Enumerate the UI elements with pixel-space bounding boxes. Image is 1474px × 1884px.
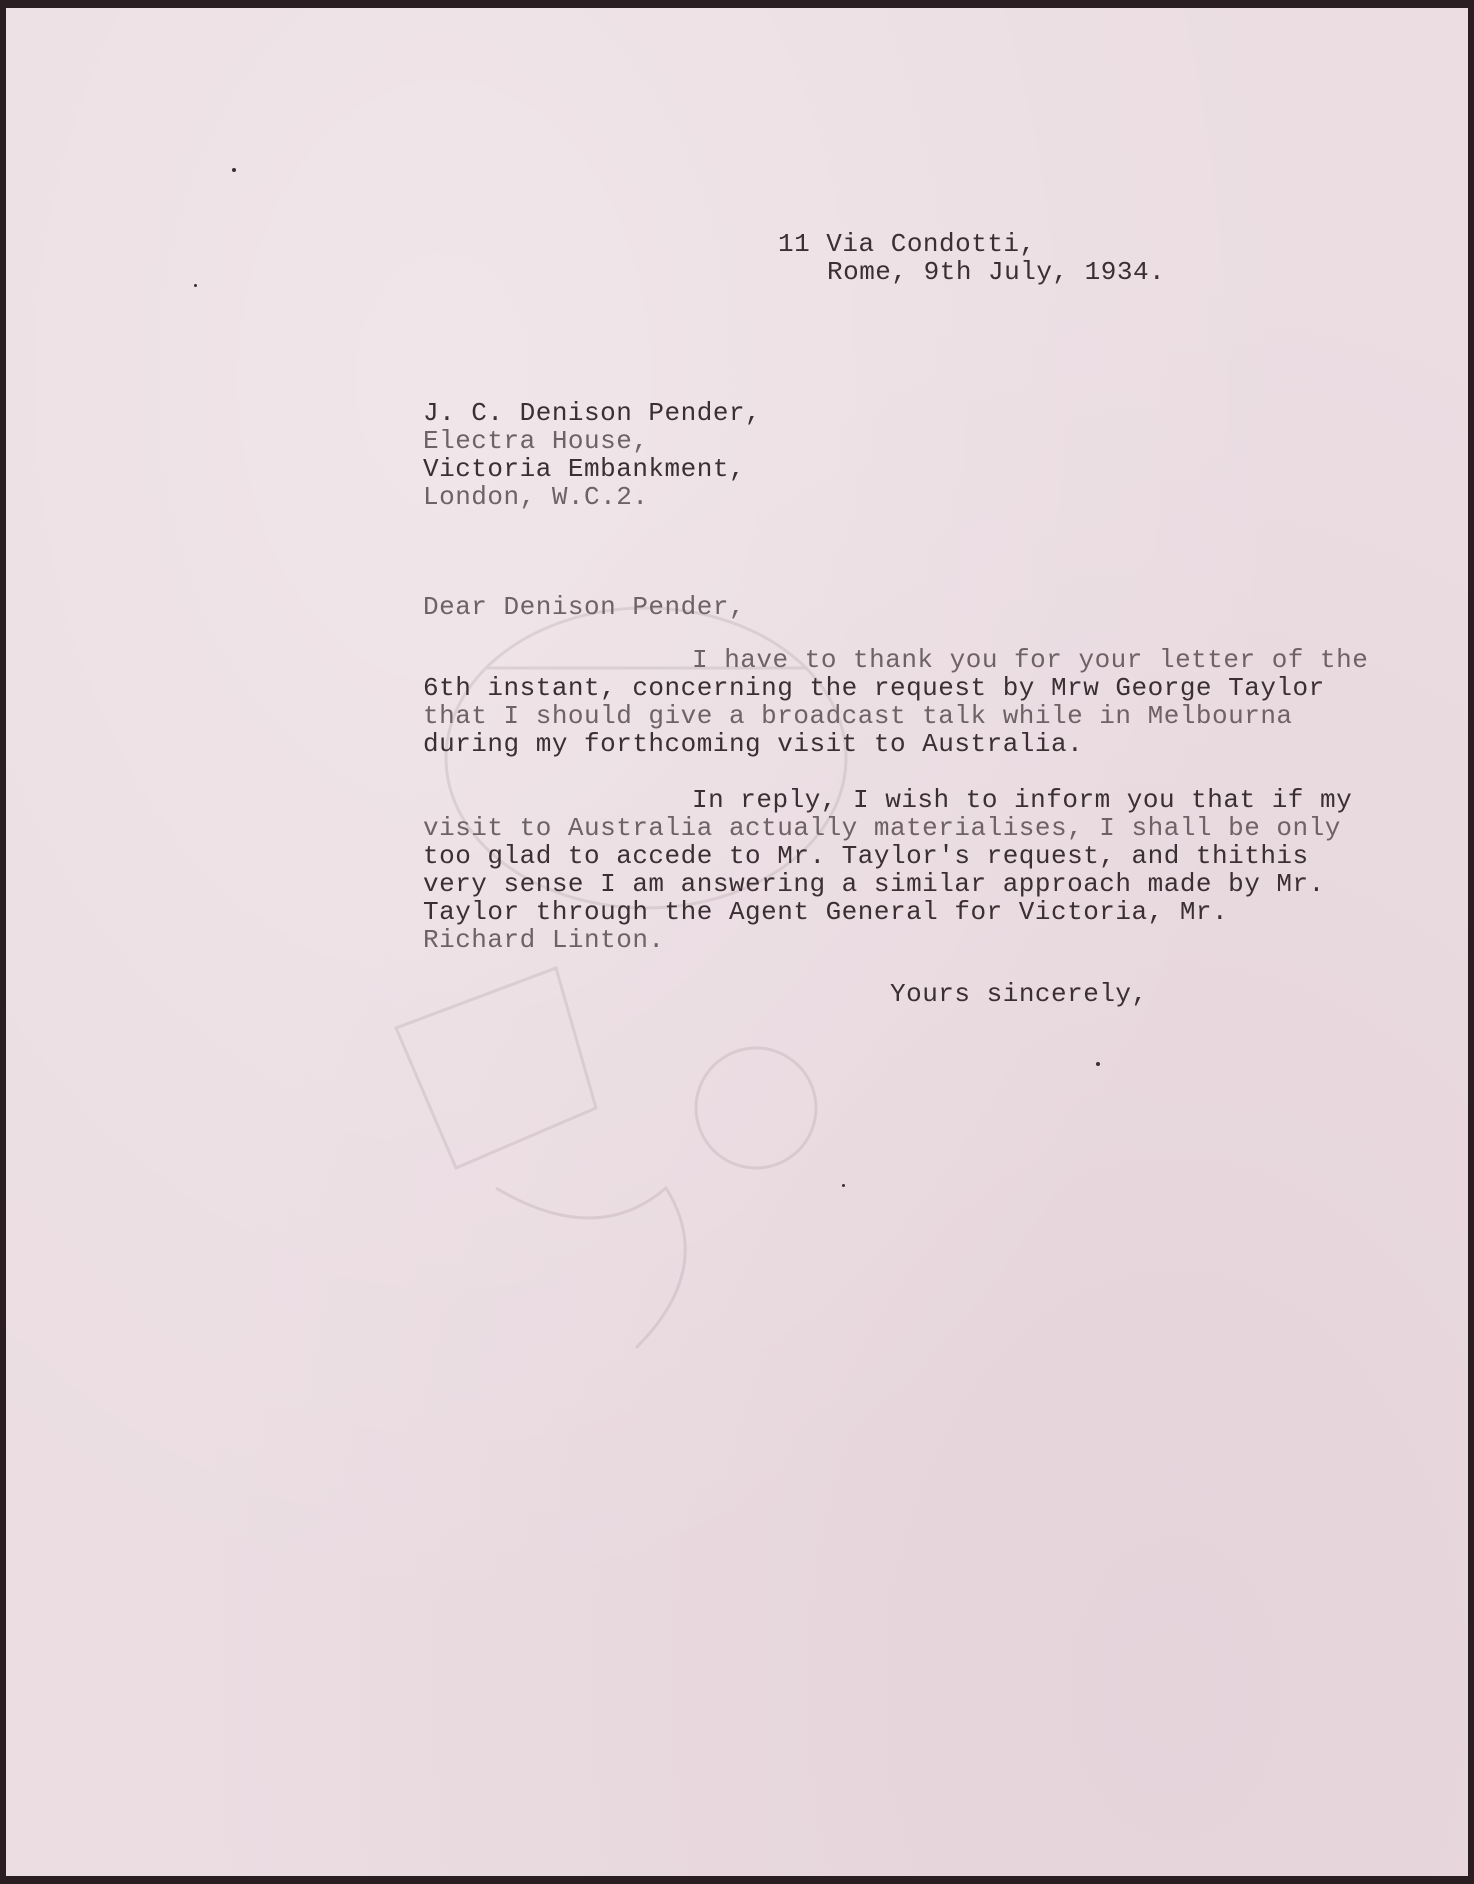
paragraph-2-line: Richard Linton. bbox=[423, 925, 665, 955]
paragraph-1-line: that I should give a broadcast talk while in Melbourna bbox=[423, 701, 1293, 731]
recipient-city: London, W.C.2. bbox=[423, 482, 649, 512]
paragraph-2-line: too glad to accede to Mr. Taylor's request, and thithis bbox=[423, 841, 1309, 871]
sender-address-line: 11 Via Condotti, bbox=[778, 229, 1036, 259]
closing: Yours sincerely, bbox=[890, 979, 1148, 1009]
paragraph-1-line: I have to thank you for your letter of the bbox=[692, 645, 1369, 675]
letter-sheet bbox=[6, 8, 1468, 1876]
paragraph-1-line: 6th instant, concerning the request by Mrw George Taylor bbox=[423, 673, 1325, 703]
paper-speck bbox=[1096, 1062, 1100, 1066]
salutation: Dear Denison Pender, bbox=[423, 592, 746, 622]
paragraph-2-line: Taylor through the Agent General for Victoria, Mr. bbox=[423, 897, 1229, 927]
paragraph-2-line: very sense I am answering a similar approach made by Mr. bbox=[423, 869, 1325, 899]
paper-speck bbox=[232, 168, 236, 172]
recipient-building: Electra House, bbox=[423, 426, 649, 456]
paper-speck bbox=[194, 284, 197, 287]
date-line: Rome, 9th July, 1934. bbox=[827, 257, 1166, 287]
paragraph-2-line: In reply, I wish to inform you that if my bbox=[692, 785, 1353, 815]
paragraph-2-line: visit to Australia actually materialises, I shall be only bbox=[423, 813, 1341, 843]
recipient-name: J. C. Denison Pender, bbox=[423, 398, 762, 428]
paper-speck bbox=[842, 1184, 845, 1187]
paragraph-1-line: during my forthcoming visit to Australia. bbox=[423, 729, 1084, 759]
recipient-street: Victoria Embankment, bbox=[423, 454, 746, 484]
